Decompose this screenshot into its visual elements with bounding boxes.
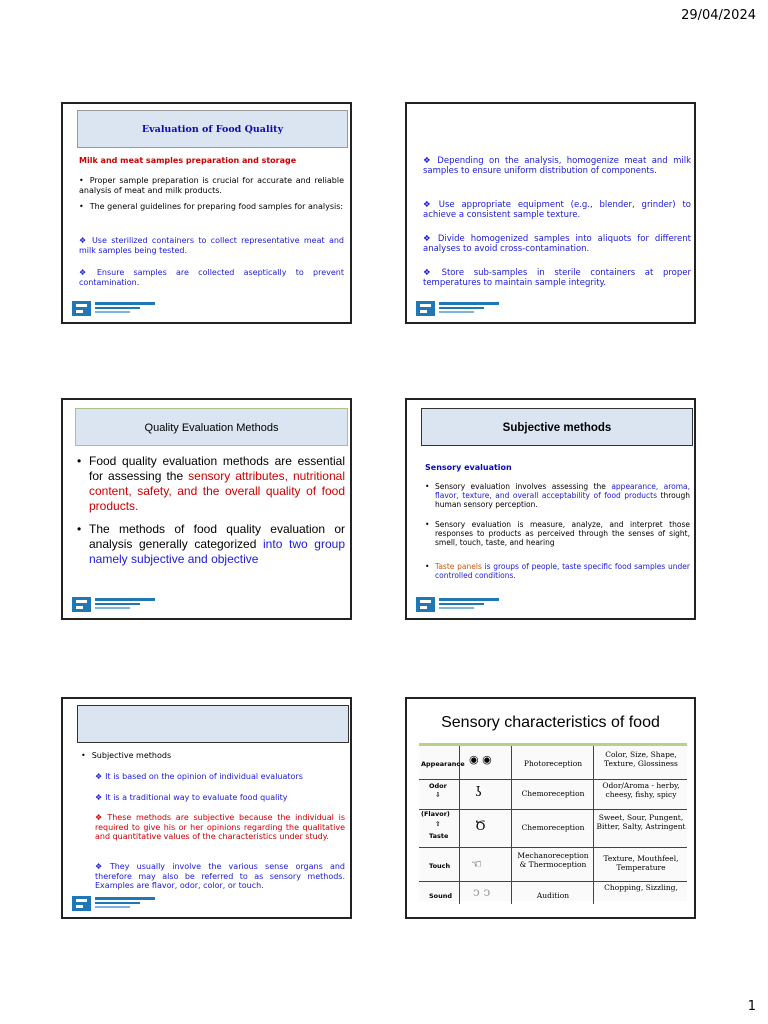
table-row	[419, 810, 687, 848]
diamond-item: ❖ These methods are subjective because the individual is required to give his or her opinions regarding the qualitative and quantitative values of the characteristics under study.	[95, 813, 345, 842]
diamond-item: ❖ Ensure samples are collected aseptically to prevent contamination.	[79, 268, 345, 287]
slide-subtitle: Milk and meat samples preparation and storage	[79, 156, 297, 165]
table-row	[419, 780, 687, 810]
page-number: 1	[747, 999, 756, 1014]
slide-title-box	[77, 705, 349, 743]
table-row	[419, 746, 687, 780]
sense-label: (Flavor)	[421, 810, 450, 818]
diamond-item: ❖ It is a traditional way to evaluate food quality	[95, 793, 288, 802]
sense-label: Odor	[429, 782, 447, 790]
arrow-down-icon: ⇩	[435, 791, 441, 799]
sense-label: Appearance	[421, 760, 465, 768]
receptor-cell: Chemoreception	[521, 823, 585, 832]
diamond-item: ❖ Use sterilized containers to collect representative meat and milk samples being tested.	[79, 236, 344, 255]
slide-evaluation-food-quality	[61, 102, 352, 324]
slide-quality-evaluation-methods	[61, 398, 352, 620]
bullet-item: • The general guidelines for preparing food samples for analysis:	[79, 202, 344, 211]
institution-logo	[72, 597, 172, 612]
receptor-cell: Audition	[536, 891, 570, 900]
slide-title: Subjective methods	[421, 408, 693, 446]
nose-icon: ʖ	[475, 785, 482, 800]
hand-icon: ☜	[471, 857, 482, 871]
slide-subtitle: Sensory evaluation	[425, 463, 512, 472]
bullet-item: • Sensory evaluation is measure, analyze, and interpret those responses to products as perceived through the senses of sight, smell, touch, taste, and hearing	[425, 520, 690, 547]
receptor-cell: Mechanoreception & Thermoception	[517, 851, 589, 869]
characteristic-cell: Color, Size, Shape, Texture, Glossiness	[604, 750, 678, 768]
tongue-icon: Ծ	[475, 819, 486, 834]
slide-title: Evaluation of Food Quality	[77, 110, 348, 148]
bullet-item: • Food quality evaluation methods are essential for assessing the sensory attributes, nutritional content, safety, and the overall quality of food products.	[77, 454, 345, 513]
diamond-item: ❖ They usually involve the various sense organs and therefore may also be referred to as sensory methods. Examples are flavor, odor, color, or touch.	[95, 862, 345, 891]
table-row	[419, 848, 687, 882]
slide-subjective-methods-detail	[61, 697, 352, 919]
sensory-table	[419, 743, 687, 901]
characteristic-cell: Odor/Aroma - herby, cheesy, fishy, spicy	[602, 781, 680, 799]
slide-subjective-methods	[405, 398, 696, 620]
characteristic-cell: Sweet, Sour, Pungent, Bitter, Salty, Astringent	[596, 813, 686, 831]
sense-label: Sound	[429, 892, 453, 900]
slide-sample-preparation	[405, 102, 696, 324]
bullet-item: • The methods of food quality evaluation or analysis generally categorized into two group namely subjective and objective	[77, 522, 346, 566]
bullet-item: • Taste panels is groups of people, taste specific food samples under controlled conditions.	[425, 562, 690, 580]
bullet-item: • Subjective methods	[81, 751, 172, 760]
diamond-item: ❖ Depending on the analysis, homogenize meat and milk samples to ensure uniform distribution of components.	[423, 156, 691, 177]
slide-title: Quality Evaluation Methods	[75, 408, 348, 446]
sense-label: Taste	[429, 832, 449, 840]
bullet-item: • Sensory evaluation involves assessing the appearance, aroma, flavor, texture, and overall acceptability of food products through human sensory perception.	[425, 482, 691, 509]
arrow-up-icon: ⇧	[435, 820, 441, 828]
characteristic-cell: Chopping, Sizzling,	[604, 883, 678, 892]
bullet-item: • Proper sample preparation is crucial for accurate and reliable analysis of meat and milk products.	[79, 176, 344, 195]
slide-title: Sensory characteristics of food	[441, 714, 660, 731]
date-header: 29/04/2024	[681, 8, 756, 23]
diamond-item: ❖ Divide homogenized samples into aliquots for different analyses to avoid cross-contamination.	[423, 234, 691, 255]
eyes-icon: ◉ ◉	[469, 753, 492, 766]
table-row	[419, 882, 687, 904]
characteristic-cell: Texture, Mouthfeel, Temperature	[603, 854, 679, 872]
slide-sensory-characteristics	[405, 697, 696, 919]
institution-logo	[72, 896, 172, 911]
institution-logo	[416, 597, 516, 612]
receptor-cell: Chemoreception	[521, 789, 585, 798]
institution-logo	[416, 301, 516, 316]
diamond-item: ❖ Store sub-samples in sterile containers at proper temperatures to maintain sample integrity.	[423, 268, 692, 289]
diamond-item: ❖ Use appropriate equipment (e.g., blender, grinder) to achieve a consistent sample texture.	[423, 200, 691, 221]
receptor-cell: Photoreception	[523, 759, 583, 768]
diamond-item: ❖ It is based on the opinion of individual evaluators	[95, 772, 303, 781]
ear-icon: ↄ ↄ	[473, 885, 491, 899]
institution-logo	[72, 301, 172, 316]
sense-label: Touch	[429, 862, 451, 870]
